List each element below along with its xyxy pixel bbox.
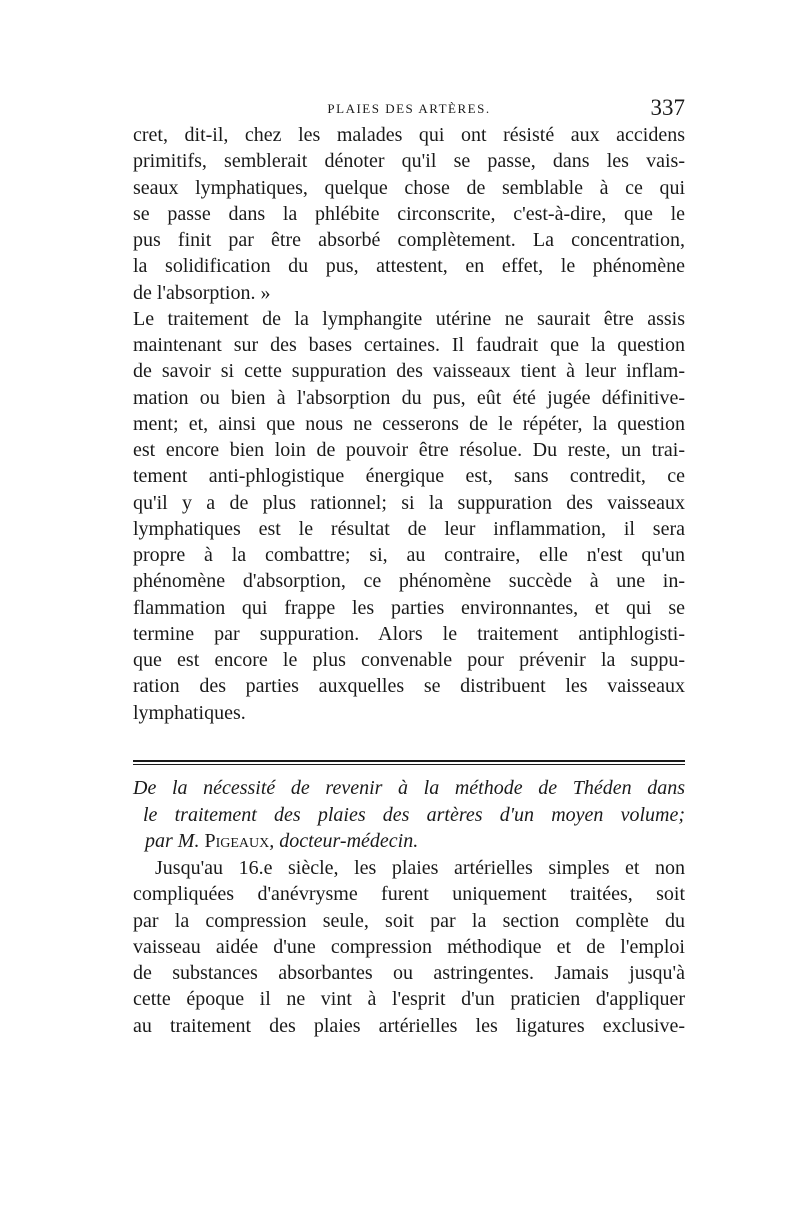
text-line: cret, dit-il, chez les malades qui ont résisté aux accidens — [133, 124, 685, 146]
text-line: la solidification du pus, attestent, en effet, le phénomène — [133, 255, 685, 278]
text-line: primitifs, semblerait dénoter qu'il se passe, dans les vais- — [133, 150, 685, 173]
text-line: que est encore le plus convenable pour prévenir la suppu- — [133, 649, 685, 671]
text-line: compliquées d'anévrysme furent uniquement traitées, soit — [133, 883, 685, 906]
text-line: cette époque il ne vint à l'esprit d'un praticien d'appliquer — [133, 988, 685, 1011]
text-line: lymphatiques est le résultat de leur inflammation, il sera — [133, 517, 685, 540]
text-line: flammation qui frappe les parties environnantes, et qui se — [133, 596, 685, 619]
byline-prefix: par M. — [145, 830, 200, 852]
heading-byline — [133, 828, 685, 855]
section-divider — [133, 760, 685, 765]
text-line: Le traitement de la lymphangite utérine ne saurait être assis — [133, 307, 685, 330]
author-name: Pigeaux — [204, 830, 270, 852]
text-line: propre à la combattre; si, au contraire, elle n'est qu'un — [133, 544, 685, 566]
text-line: lymphatiques. — [133, 701, 246, 724]
heading-line: le traitement des plaies des artères d'un moyen volume; — [143, 803, 685, 826]
text-line: seaux lymphatiques, quelque chose de semblable à ce qui — [133, 176, 685, 199]
article-text-block — [133, 855, 685, 1039]
text-line: phénomène d'absorption, ce phénomène succède à une in- — [133, 570, 685, 593]
divider-thin-line — [133, 764, 685, 765]
text-line: de l'absorption. » — [133, 281, 271, 304]
text-line: par la compression seule, soit par la section complète du — [133, 909, 685, 932]
paragraph-continued — [133, 122, 685, 306]
text-line: maintenant sur des bases certaines. Il faudrait que la question — [133, 334, 685, 356]
text-line: ration des parties auxquelles se distribuent les vaisseaux — [133, 675, 685, 698]
text-line: de substances absorbantes ou astringentes. Jamais jusqu'à — [133, 962, 685, 984]
text-line: se passe dans la phlébite circonscrite, c'est-à-dire, que le — [133, 202, 685, 225]
byline-suffix: , docteur-médecin. — [269, 830, 419, 852]
text-line: qu'il y a de plus rationnel; si la suppuration des vaisseaux — [133, 491, 685, 514]
text-line: pus finit par être absorbé complètement. La concentration, — [133, 229, 685, 251]
text-line: termine par suppuration. Alors le traitement antiphlogisti- — [133, 622, 685, 645]
upper-text-block — [133, 122, 685, 726]
text-line: au traitement des plaies artérielles les ligatures exclusive- — [133, 1014, 685, 1037]
text-line: ment; et, ainsi que nous ne cesserons de le répéter, la question — [133, 412, 685, 435]
divider-thick-line — [133, 760, 685, 762]
paragraph-treatment — [133, 306, 685, 726]
running-head — [133, 95, 685, 121]
page-number: 337 — [650, 95, 685, 120]
heading-line: De la nécessité de revenir à la méthode de Théden dans — [133, 777, 685, 799]
article-heading — [133, 775, 685, 855]
running-title: PLAIES DES ARTÈRES. — [327, 101, 491, 116]
text-line: est encore bien loin de pouvoir être résolue. Du reste, un trai- — [133, 439, 685, 461]
text-line: de savoir si cette suppuration des vaisseaux tient à leur inflam- — [133, 360, 685, 383]
text-line: mation ou bien à l'absorption du pus, eût été jugée définitive- — [133, 386, 685, 409]
text-line: Jusqu'au 16.e siècle, les plaies artérielles simples et non — [155, 857, 685, 879]
text-line: vaisseau aidée d'une compression méthodique et de l'emploi — [133, 935, 685, 958]
text-line: tement anti-phlogistique énergique est, sans contredit, ce — [133, 465, 685, 488]
